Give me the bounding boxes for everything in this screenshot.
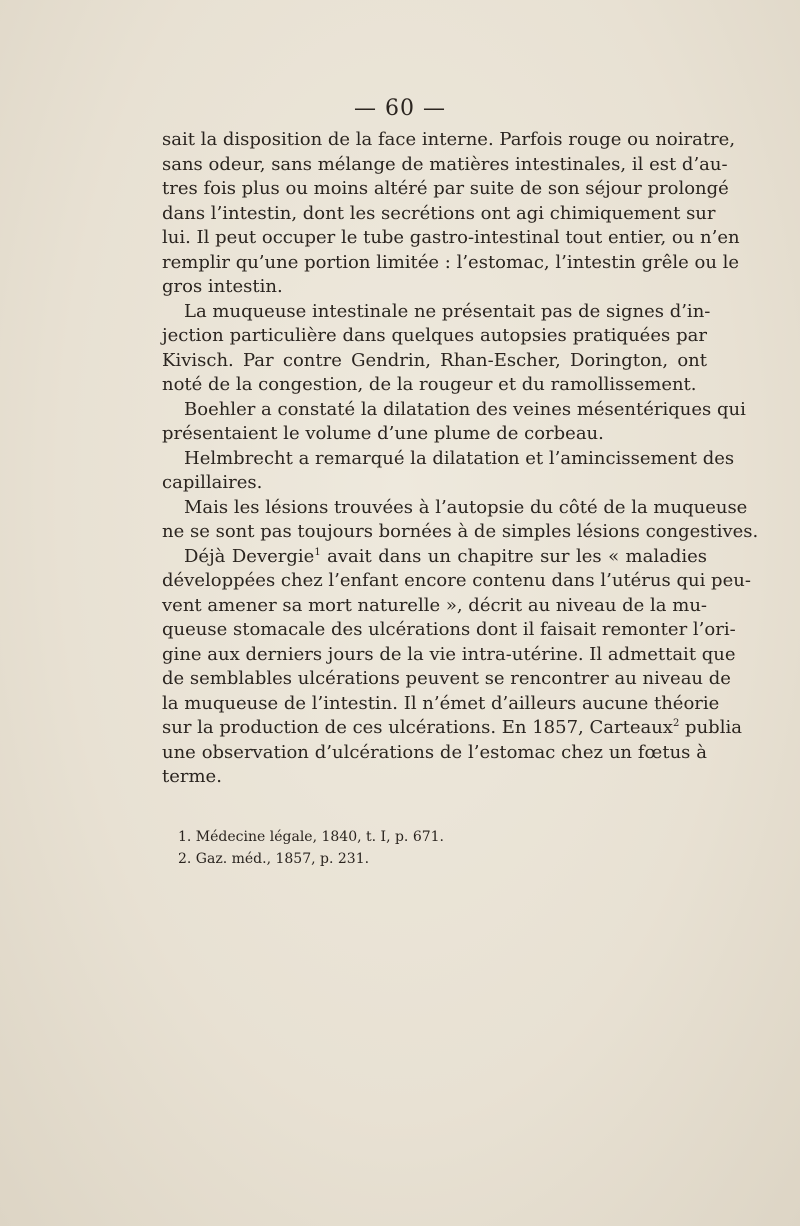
text-line — [162, 275, 707, 300]
text-line-main: de semblables ulcérations peuvent se rencontrer au niveau de — [162, 668, 731, 689]
text-line-main: développées chez l’enfant encore contenu dans l’utérus qui peu- — [162, 570, 751, 591]
text-line-main: remplir qu’une portion limitée : l’estomac, l’intestin grêle ou le — [162, 251, 740, 273]
body-text — [162, 128, 759, 790]
text-line — [162, 422, 707, 447]
text-line-main: vent amener sa mort naturelle », décrit au niveau de la mu- — [162, 594, 707, 616]
page-number: — 60 — — [354, 96, 446, 121]
text-line — [162, 765, 707, 790]
text-line — [162, 324, 707, 349]
text-line — [162, 471, 707, 496]
footnotes — [178, 826, 444, 870]
text-line-main: sait la disposition de la face interne. Parfois rouge ou noiratre, — [162, 129, 736, 150]
text-line — [162, 373, 707, 398]
text-line-main: capillaires. — [162, 472, 263, 493]
text-line — [162, 643, 736, 668]
text-line-main: terme. — [162, 766, 222, 787]
text-line — [162, 667, 731, 692]
text-line — [162, 618, 736, 643]
text-line-main: tres fois plus ou moins altéré par suite de son séjour prolongé — [162, 178, 729, 199]
text-line-main: ne se sont pas toujours bornées à de simples lésions congestives. — [162, 521, 759, 542]
text-line — [162, 520, 759, 545]
text-line-continuation: publia — [679, 717, 742, 738]
text-line — [162, 545, 707, 570]
text-line-main: une observation d’ulcérations de l’estomac chez un fœtus à — [162, 741, 707, 763]
footnote: 1. Médecine légale, 1840, t. I, p. 671. — [178, 829, 444, 845]
text-line-continuation: avait dans un chapitre sur les « maladies — [320, 545, 708, 567]
text-line-main: Mais les lésions trouvées à l’autopsie du côté de la muqueuse — [184, 496, 748, 518]
text-line — [162, 716, 742, 741]
text-line-main: lui. Il peut occuper le tube gastro-intestinal tout entier, ou n’en — [162, 227, 740, 248]
text-line — [162, 153, 728, 178]
text-line — [162, 692, 720, 717]
text-line — [162, 177, 729, 202]
text-line-main: sur la production de ces ulcérations. En 1857, Carteaux — [162, 717, 673, 738]
text-line-main: La muqueuse intestinale ne présentait pas de signes d’in- — [184, 300, 711, 322]
text-line — [162, 202, 716, 227]
text-line — [162, 128, 736, 153]
text-line — [162, 226, 740, 251]
text-line — [162, 447, 735, 472]
text-line-main: sans odeur, sans mélange de matières intestinales, il est d’au- — [162, 153, 728, 175]
text-line — [162, 496, 748, 521]
text-line-main: dans l’intestin, dont les secrétions ont agi chimiquement sur — [162, 202, 716, 224]
text-line — [162, 349, 707, 374]
text-line — [162, 569, 751, 594]
footnote: 2. Gaz. méd., 1857, p. 231. — [178, 851, 370, 867]
text-line-main: Déjà Devergie — [184, 545, 315, 567]
text-line-main: noté de la congestion, de la rougeur et du ramollissement. — [162, 374, 697, 395]
text-line-main: Kivisch. Par contre Gendrin, Rhan-Escher, Dorington, ont — [162, 349, 707, 371]
footnote-marker: 2 — [672, 718, 680, 729]
text-line-main: la muqueuse de l’intestin. Il n’émet d’ailleurs aucune théorie — [162, 692, 720, 714]
text-line-main: jection particulière dans quelques autopsies pratiquées par — [162, 325, 707, 346]
text-line-main: gros intestin. — [162, 276, 283, 297]
text-line — [162, 300, 711, 325]
text-line-main: Boehler a constaté la dilatation des veines mésentériques qui — [184, 398, 746, 420]
text-line — [162, 251, 740, 276]
text-line-main: queuse stomacale des ulcérations dont il faisait remonter l’ori- — [162, 619, 736, 640]
text-line-main: Helmbrecht a remarqué la dilatation et l’amincissement des — [184, 447, 735, 469]
text-line-main: présentaient le volume d’une plume de corbeau. — [162, 423, 604, 444]
text-line — [162, 594, 707, 619]
footnote-marker: 1 — [314, 546, 321, 558]
text-line — [162, 741, 707, 766]
text-line-main: gine aux derniers jours de la vie intra-utérine. Il admettait que — [162, 643, 736, 665]
text-line — [162, 398, 746, 423]
